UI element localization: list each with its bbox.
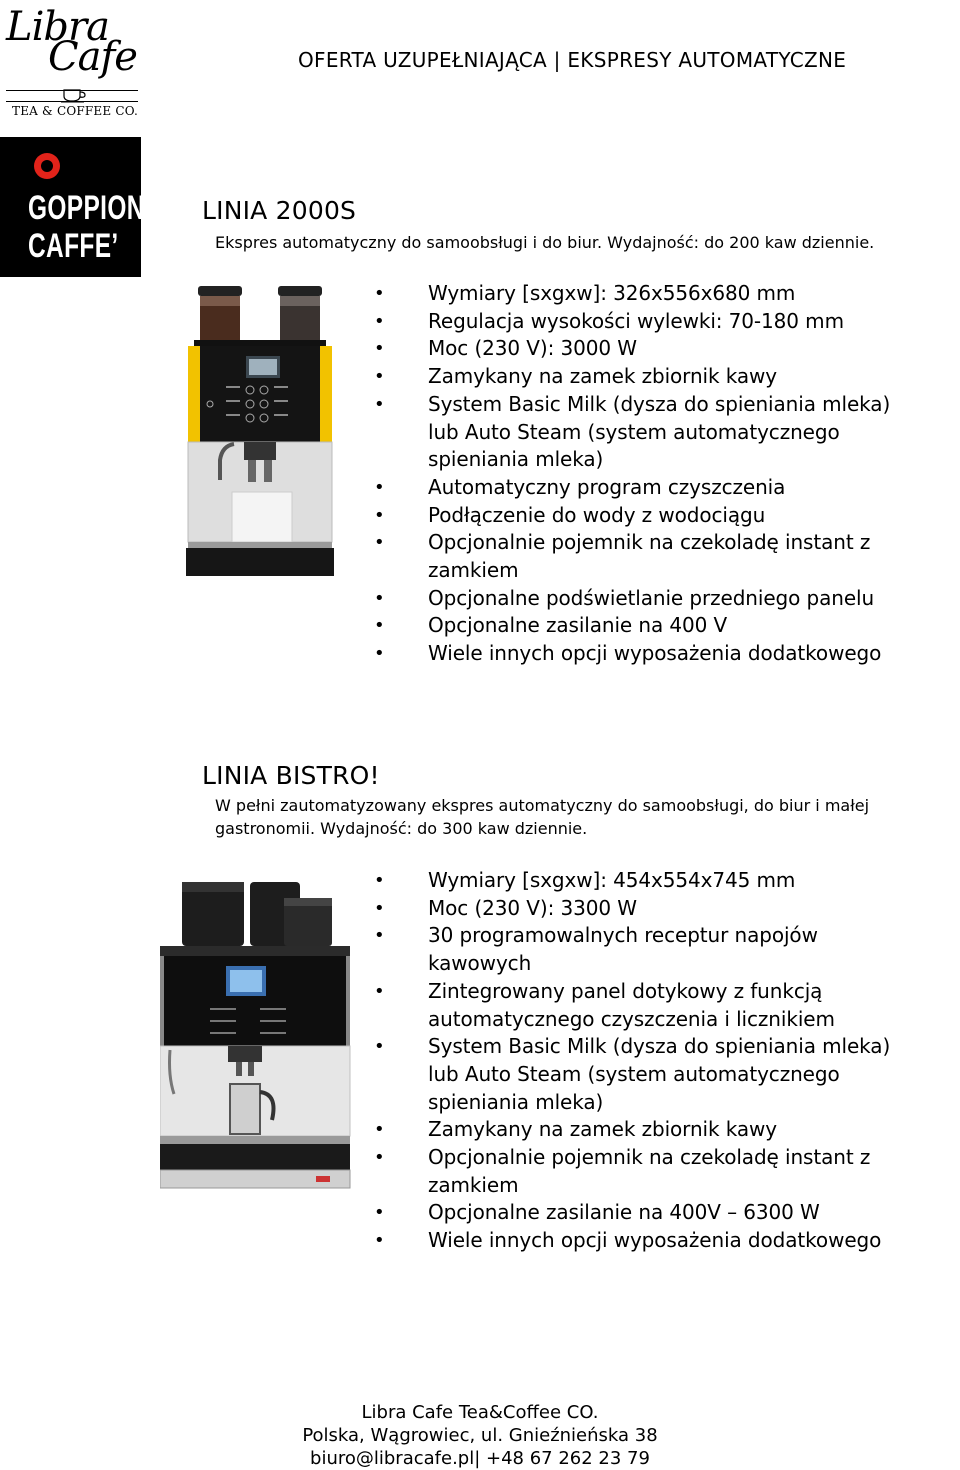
spec-item — [372, 391, 952, 419]
spec-item-continued — [372, 446, 952, 474]
spec-text: automatycznego czyszczenia i licznikiem — [428, 1006, 835, 1031]
bullet-icon: • — [374, 393, 385, 415]
spec-item — [372, 335, 952, 363]
libra-logo-word: Cafe — [48, 34, 137, 80]
section-description: Ekspres automatyczny do samoobsługi i do biur. Wydajność: do 200 kaw dziennie. — [215, 233, 875, 252]
spec-item — [372, 1227, 952, 1255]
spec-text: Zamykany na zamek zbiornik kawy — [428, 1117, 778, 1142]
bullet-icon: • — [374, 366, 385, 388]
libra-logo-word: Libra — [6, 4, 109, 50]
spec-item-continued — [372, 557, 952, 585]
spec-text: Moc (230 V): 3300 W — [428, 895, 637, 920]
spec-item — [372, 474, 952, 502]
bullet-icon: • — [374, 1119, 385, 1141]
bullet-icon: • — [374, 476, 385, 498]
bullet-icon: • — [374, 1202, 385, 1224]
spec-text: Opcjonalne zasilanie na 400V – 6300 W — [428, 1200, 820, 1225]
bullet-icon: • — [374, 643, 385, 665]
bullet-icon: • — [374, 925, 385, 947]
spec-item — [372, 1116, 952, 1144]
spec-item — [372, 529, 952, 557]
bullet-icon: • — [374, 1230, 385, 1252]
spec-item — [372, 502, 952, 530]
spec-text: spieniania mleka) — [428, 1089, 604, 1114]
goppion-caffe-logo — [0, 137, 145, 277]
spec-text: lub Auto Steam (system automatycznego — [428, 1061, 840, 1086]
bullet-icon: • — [374, 283, 385, 304]
section-title: LINIA BISTRO! — [202, 761, 380, 790]
spec-item — [372, 867, 952, 895]
bullet-icon: • — [374, 310, 385, 332]
spec-text: Opcjonalne zasilanie na 400 V — [428, 613, 728, 638]
goppion-logo-line: GOPPION — [28, 189, 145, 227]
spec-text: Zamykany na zamek zbiornik kawy — [428, 364, 778, 389]
spec-list — [372, 867, 952, 1255]
spec-item — [372, 1033, 952, 1061]
spec-item-continued — [372, 1172, 952, 1200]
spec-text: Wiele innych opcji wyposażenia dodatkowego — [428, 1228, 882, 1253]
coffee-machine-2000s-image — [186, 284, 334, 578]
footer-contact: biuro@libracafe.pl| +48 67 262 23 79 — [310, 1448, 650, 1469]
bullet-icon: • — [374, 1036, 385, 1058]
spec-list — [372, 280, 952, 668]
spec-item — [372, 585, 952, 613]
bullet-icon: • — [374, 587, 385, 609]
spec-text: kawowych — [428, 951, 532, 976]
logo-rule — [6, 101, 138, 102]
spec-text: System Basic Milk (dysza do spieniania mleka) — [428, 1034, 891, 1059]
bullet-icon: • — [374, 1147, 385, 1169]
bullet-icon: • — [374, 615, 385, 637]
spec-item-continued — [372, 1006, 952, 1034]
spec-item — [372, 640, 952, 668]
spec-item — [372, 922, 952, 950]
spec-item — [372, 612, 952, 640]
spec-item-continued — [372, 419, 952, 447]
spec-item — [372, 1199, 952, 1227]
page-title: OFERTA UZUPEŁNIAJĄCA | EKSPRESY AUTOMATYCZNE — [298, 48, 847, 72]
spec-item — [372, 1144, 952, 1172]
coffee-machine-bistro-image — [160, 880, 352, 1192]
spec-text: Moc (230 V): 3000 W — [428, 336, 637, 361]
bullet-icon: • — [374, 980, 385, 1002]
footer — [0, 1401, 960, 1470]
footer-company: Libra Cafe Tea&Coffee CO. — [361, 1402, 599, 1423]
spec-item-continued — [372, 1061, 952, 1089]
spec-item — [372, 280, 952, 308]
spec-text: 30 programowalnych receptur napojów — [428, 923, 818, 948]
spec-text: spieniania mleka) — [428, 447, 604, 472]
spec-item — [372, 895, 952, 923]
spec-text: Wiele innych opcji wyposażenia dodatkowego — [428, 641, 882, 666]
section-description: gastronomii. Wydajność: do 300 kaw dziennie. — [215, 819, 588, 838]
spec-text: Zintegrowany panel dotykowy z funkcją — [428, 978, 823, 1003]
section-description: W pełni zautomatyzowany ekspres automatyczny do samoobsługi, do biur i małej — [215, 796, 870, 815]
goppion-g-icon — [34, 153, 60, 179]
section-title: LINIA 2000S — [202, 196, 357, 225]
libra-logo-tagline: TEA & COFFEE CO. — [12, 104, 139, 118]
goppion-logo-text — [28, 189, 145, 265]
spec-text: Wymiary [sxgxw]: 326x556x680 mm — [428, 281, 796, 305]
spec-item — [372, 308, 952, 336]
spec-text: Regulacja wysokości wylewki: 70-180 mm — [428, 308, 844, 333]
spec-item-continued — [372, 950, 952, 978]
spec-text: Opcjonalnie pojemnik na czekoladę instant z — [428, 530, 871, 555]
bullet-icon: • — [374, 532, 385, 554]
spec-text: Opcjonalnie pojemnik na czekoladę instant z — [428, 1145, 871, 1170]
goppion-logo-line: CAFFE’ — [28, 227, 119, 265]
spec-text: zamkiem — [428, 1172, 519, 1197]
spec-text: Podłączenie do wody z wodociągu — [428, 502, 766, 527]
bullet-icon: • — [374, 338, 385, 360]
bullet-icon: • — [374, 870, 385, 891]
spec-text: Opcjonalne podświetlanie przedniego panelu — [428, 585, 875, 610]
spec-text: Automatyczny program czyszczenia — [428, 474, 786, 499]
spec-text: System Basic Milk (dysza do spieniania mleka) — [428, 391, 891, 416]
footer-address: Polska, Wągrowiec, ul. Gnieźnieńska 38 — [302, 1425, 658, 1446]
bullet-icon: • — [374, 504, 385, 526]
libra-cafe-logo — [4, 4, 144, 122]
spec-item-continued — [372, 1089, 952, 1117]
bullet-icon: • — [374, 897, 385, 919]
spec-text: zamkiem — [428, 558, 519, 583]
spec-item — [372, 978, 952, 1006]
spec-text: Wymiary [sxgxw]: 454x554x745 mm — [428, 868, 796, 892]
spec-text: lub Auto Steam (system automatycznego — [428, 419, 840, 444]
spec-item — [372, 363, 952, 391]
